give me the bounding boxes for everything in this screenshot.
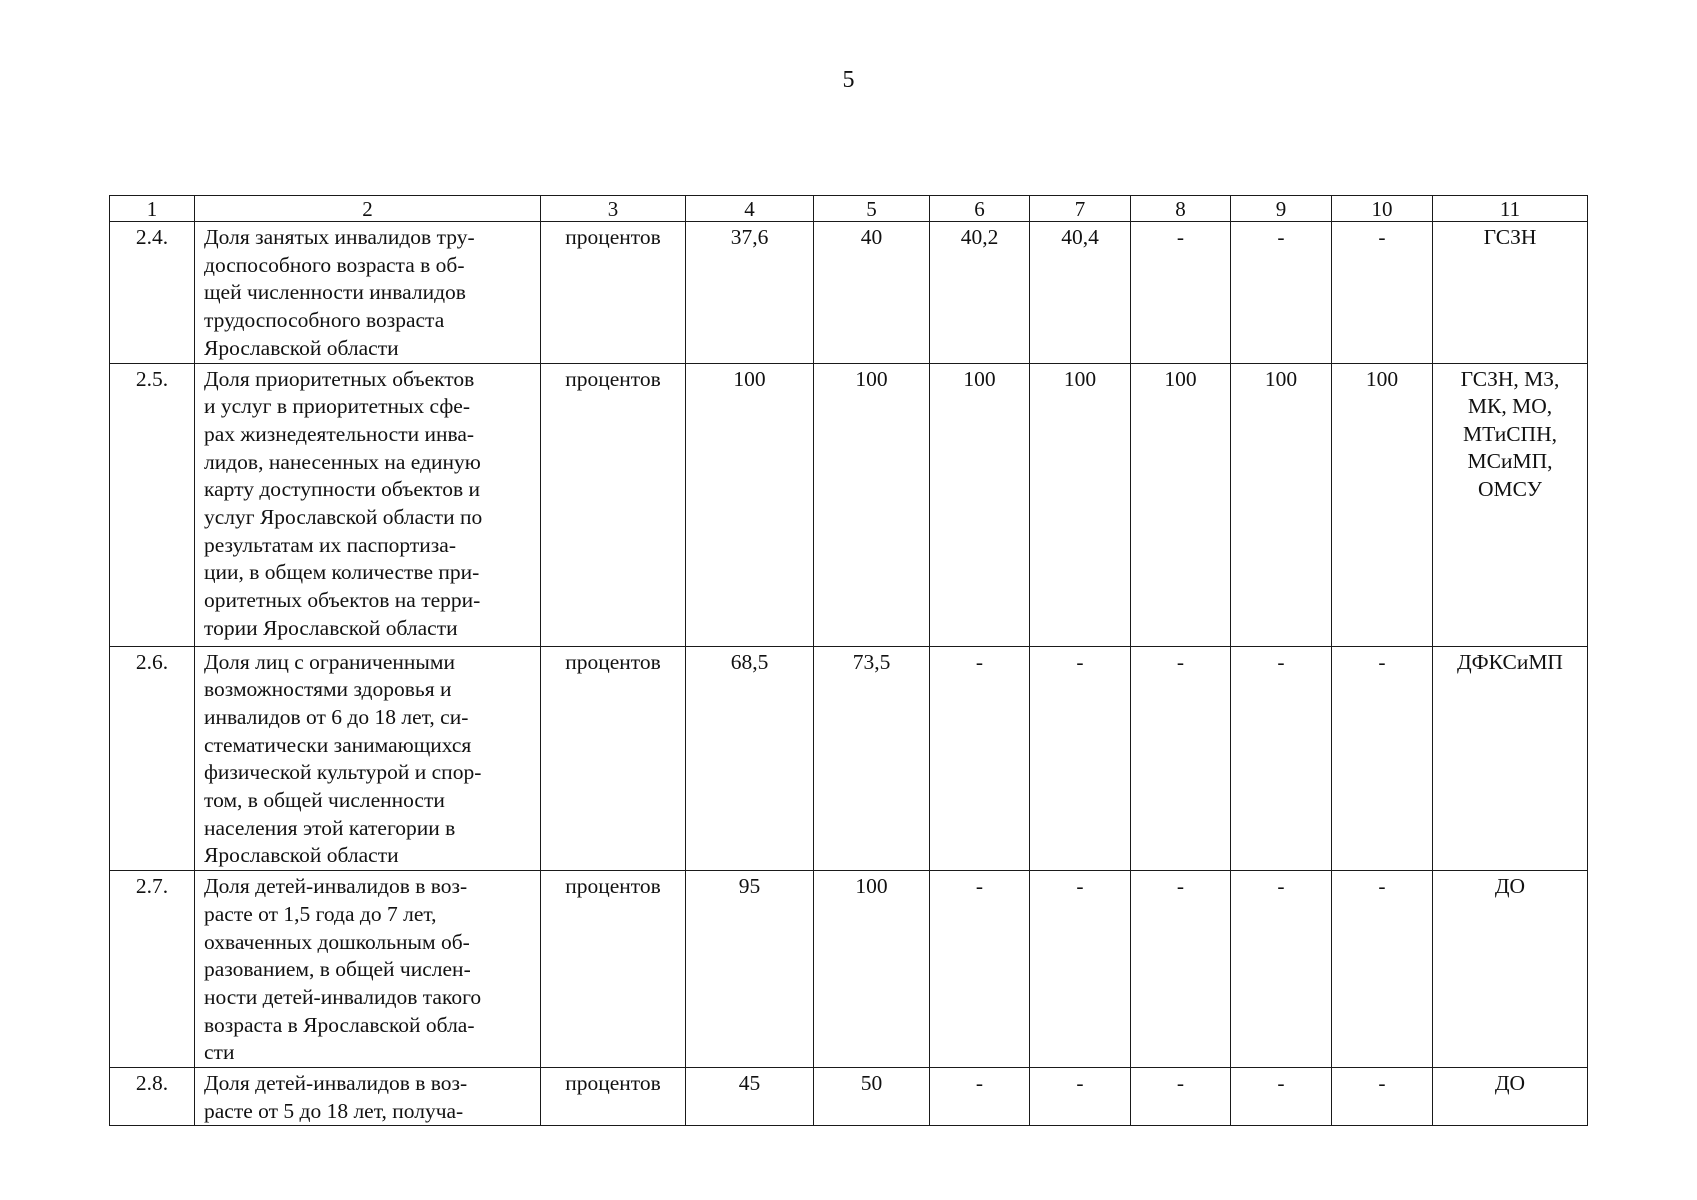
value-cell: - [1231, 646, 1332, 871]
value-cell: 100 [930, 363, 1030, 646]
value-cell: - [1332, 871, 1433, 1068]
value-cell: 50 [814, 1068, 930, 1126]
value-cell: 45 [686, 1068, 814, 1126]
page-number: 5 [842, 67, 855, 93]
unit: процентов [541, 222, 686, 364]
row-number: 2.6. [110, 646, 195, 871]
unit: процентов [541, 871, 686, 1068]
value-cell: - [1332, 222, 1433, 364]
responsible: ГСЗН [1433, 222, 1588, 364]
value-cell: - [1131, 646, 1231, 871]
value-cell: - [930, 871, 1030, 1068]
responsible: ДО [1433, 871, 1588, 1068]
unit: процентов [541, 1068, 686, 1126]
value-cell: - [1231, 1068, 1332, 1126]
value-cell: 40,4 [1030, 222, 1131, 364]
row-number: 2.5. [110, 363, 195, 646]
value-cell: - [930, 1068, 1030, 1126]
value-cell: - [1131, 1068, 1231, 1126]
value-cell: - [1332, 1068, 1433, 1126]
value-cell: - [1231, 871, 1332, 1068]
value-cell: 40 [814, 222, 930, 364]
unit: процентов [541, 646, 686, 871]
header-cell: 4 [686, 196, 814, 222]
value-cell: 100 [1030, 363, 1131, 646]
table-row [110, 871, 1588, 1068]
header-cell: 7 [1030, 196, 1131, 222]
table-row [110, 363, 1588, 646]
value-cell: - [1030, 871, 1131, 1068]
row-number: 2.7. [110, 871, 195, 1068]
indicator-name: Доля детей-инвалидов в воз- расте от 5 до 18 лет, получа- [195, 1068, 541, 1126]
indicator-name: Доля детей-инвалидов в воз- расте от 1,5 года до 7 лет, охваченных дошкольным об- разованием, в общей числен- ности детей-инвалидов такого возраста в Ярославской обла- сти [195, 871, 541, 1068]
header-cell: 10 [1332, 196, 1433, 222]
responsible: ДФКСиМП [1433, 646, 1588, 871]
unit: процентов [541, 363, 686, 646]
value-cell: 100 [814, 363, 930, 646]
value-cell: - [1030, 646, 1131, 871]
responsible: ГСЗН, МЗ, МК, МО, МТиСПН, МСиМП, ОМСУ [1433, 363, 1588, 646]
value-cell: 68,5 [686, 646, 814, 871]
table-header-row [110, 196, 1588, 222]
value-cell: - [1332, 646, 1433, 871]
row-number: 2.8. [110, 1068, 195, 1126]
header-cell: 6 [930, 196, 1030, 222]
header-cell: 1 [110, 196, 195, 222]
indicator-name: Доля лиц с ограниченными возможностями здоровья и инвалидов от 6 до 18 лет, си- стематически занимающихся физической культурой и спор- том, в общей численности населения этой категории в Ярославской области [195, 646, 541, 871]
header-cell: 5 [814, 196, 930, 222]
value-cell: 73,5 [814, 646, 930, 871]
header-cell: 3 [541, 196, 686, 222]
header-cell: 2 [195, 196, 541, 222]
indicator-name: Доля приоритетных объектов и услуг в приоритетных сфе- рах жизнедеятельности инва- лидов, нанесенных на единую карту доступности объектов и услуг Ярославской области по результатам их паспортиза- ции, в общем количестве при- оритетных объектов на терри- тории Ярославской области [195, 363, 541, 646]
value-cell: 100 [814, 871, 930, 1068]
header-cell: 9 [1231, 196, 1332, 222]
value-cell: - [930, 646, 1030, 871]
table-row [110, 646, 1588, 871]
table-row [110, 222, 1588, 364]
value-cell: 40,2 [930, 222, 1030, 364]
value-cell: 100 [1131, 363, 1231, 646]
row-number: 2.4. [110, 222, 195, 364]
value-cell: 100 [686, 363, 814, 646]
value-cell: 100 [1231, 363, 1332, 646]
value-cell: 37,6 [686, 222, 814, 364]
value-cell: - [1131, 222, 1231, 364]
header-cell: 11 [1433, 196, 1588, 222]
value-cell: 100 [1332, 363, 1433, 646]
table-row [110, 1068, 1588, 1126]
value-cell: 95 [686, 871, 814, 1068]
header-cell: 8 [1131, 196, 1231, 222]
indicators-table [109, 195, 1588, 1126]
responsible: ДО [1433, 1068, 1588, 1126]
value-cell: - [1131, 871, 1231, 1068]
indicator-name: Доля занятых инвалидов тру- доспособного возраста в об- щей численности инвалидов трудоспособного возраста Ярославской области [195, 222, 541, 364]
value-cell: - [1231, 222, 1332, 364]
value-cell: - [1030, 1068, 1131, 1126]
